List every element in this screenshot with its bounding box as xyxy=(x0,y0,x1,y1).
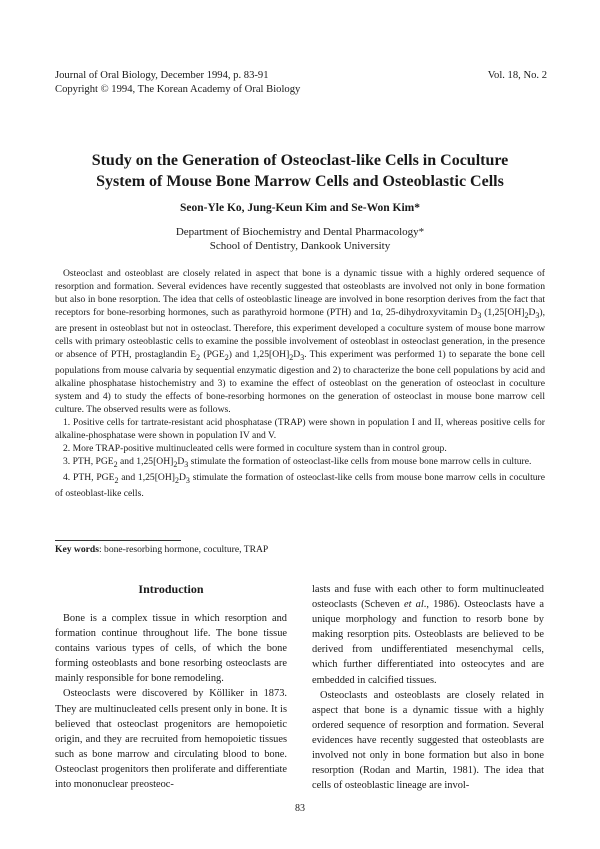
title-line-2: System of Mouse Bone Marrow Cells and Osteoblastic Cells xyxy=(96,173,504,190)
body-column-right xyxy=(312,582,544,793)
keywords-text: : bone-resorbing hormone, coculture, TRAP xyxy=(98,544,269,555)
result-item-2: 2. More TRAP-positive multinucleated cells were formed in coculture system than in control group. xyxy=(63,443,447,455)
result-item-3: 3. PTH, $PGE_2$ and $1,25[OH]_2D_3$ stimulate the formation of osteoclast-like cells from mouse bone marrow cells in culture. xyxy=(63,456,532,470)
section-heading-introduction: Introduction xyxy=(138,582,204,596)
article-title xyxy=(40,150,560,192)
running-header xyxy=(55,69,300,96)
keywords-divider xyxy=(55,540,181,541)
author-list: Seon-Yle Ko, Jung-Keun Kim and Se-Won Kim* xyxy=(180,202,420,214)
body-paragraph: Osteoclasts and osteoblasts are closely related in aspect that bone is a dynamic tissue with a highly ordered sequence of resorption and formation. Several evidences have recently suggested that osteoblasts are involved not only in bone formation but also in bone resorption (Rodan and Martin, 1981). The idea that cells of osteoblastic lineage are invol- xyxy=(312,689,544,792)
result-item-4: 4. PTH, $PGE_2$ and $1,25[OH]_2D_3$ stimulate the formation of osteoclast-like cells from mouse bone marrow cells in coculture of osteoblast-like cells. xyxy=(55,472,546,500)
abstract-paragraph: Osteoclast and osteoblast are closely related in aspect that bone is a dynamic tissue with a highly ordered sequence of resorption and formation. Several evidences have recently suggested that osteoblasts are involved not only in bone formation but also in bone resorption. The idea that cells of osteoblastic lineage are involved in bone resorption derives from the fact that receptors for bone-resorbing hormones, such as parathyroid hormone (PTH) and 1α, 25-dihydroxyvitamin $D_3$ $(1,25[OH]_2D_3)$, are present in osteoblast but not in osteoclast. Therefore, this experiment developed a coculture system of mouse bone marrow cells with primary osteoblastic cells to examine the possible involvement of osteoblast in osteoclast generation, in the presence or absence of PTH, prostaglandin $E_2$ $(PGE_2)$ and $1,25[OH]_2D_3$. This experiment was performed 1) to separate the bone cell populations from mouse calvaria by sequential enzymatic digestion and 2) to characterize the bone cell populations by acid and alkaline phosphatase histochemistry and 3) to examine the effect of osteoblast on the generation of osteoclast in coculture system and 4) to study the effects of bone-resorbing hormones on the generation of osteoclast in mouse bone marrow cell culture. The observed results were as follows. xyxy=(55,268,545,416)
affiliation-school: School of Dentistry, Dankook University xyxy=(209,239,391,252)
keywords-label: Key words xyxy=(55,544,99,555)
title-line-1: Study on the Generation of Osteoclast-like Cells in Coculture xyxy=(91,152,509,169)
volume-info: Vol. 18, No. 2 xyxy=(487,70,547,81)
result-item-1: 1. Positive cells for tartrate-resistant acid phosphatase (TRAP) were shown in population I and II, whereas positive cells for alkaline-phosphatase were shown in population IV and V. xyxy=(55,417,545,442)
abstract xyxy=(55,267,545,500)
page-number: 83 xyxy=(295,803,305,814)
affiliation-department: Department of Biochemistry and Dental Pharmacology* xyxy=(175,226,425,238)
body-paragraph: Bone is a complex tissue in which resorption and formation continue throughout life. The bone tissue contains various types of cells, of which the bone forming osteoblasts and bone resorbing osteoclasts are mainly responsible for bone remodeling. xyxy=(55,613,287,685)
body-paragraph: lasts and fuse with each other to form multinucleated osteoclasts (Scheven et al., 1986). Osteoclasts have a unique morphology and function to resorb bone by making resorption pits. Osteoblasts are believed to be derived from undifferentiated mesenchymal cells, which further differentiated into osteocytes and are embedded in calcified tissues. xyxy=(312,584,545,686)
body-column-left xyxy=(55,582,287,792)
journal-citation: Journal of Oral Biology, December 1994, p. 83-91 xyxy=(55,70,269,81)
copyright-line: Copyright © 1994, The Korean Academy of Oral Biology xyxy=(55,83,301,95)
body-paragraph: Osteoclasts were discovered by Kölliker in 1873. They are multinucleated cells present only in bone. It is believed that osteoclast progenitors are hemopoietic origin, and they are recruited from hemopoietic tissues such as bone marrow and circulating blood to bone. Osteoclast progenitors then proliferate and differentiate into mononuclear preosteoc- xyxy=(55,688,287,791)
affiliation xyxy=(0,226,600,253)
keywords xyxy=(55,544,268,555)
